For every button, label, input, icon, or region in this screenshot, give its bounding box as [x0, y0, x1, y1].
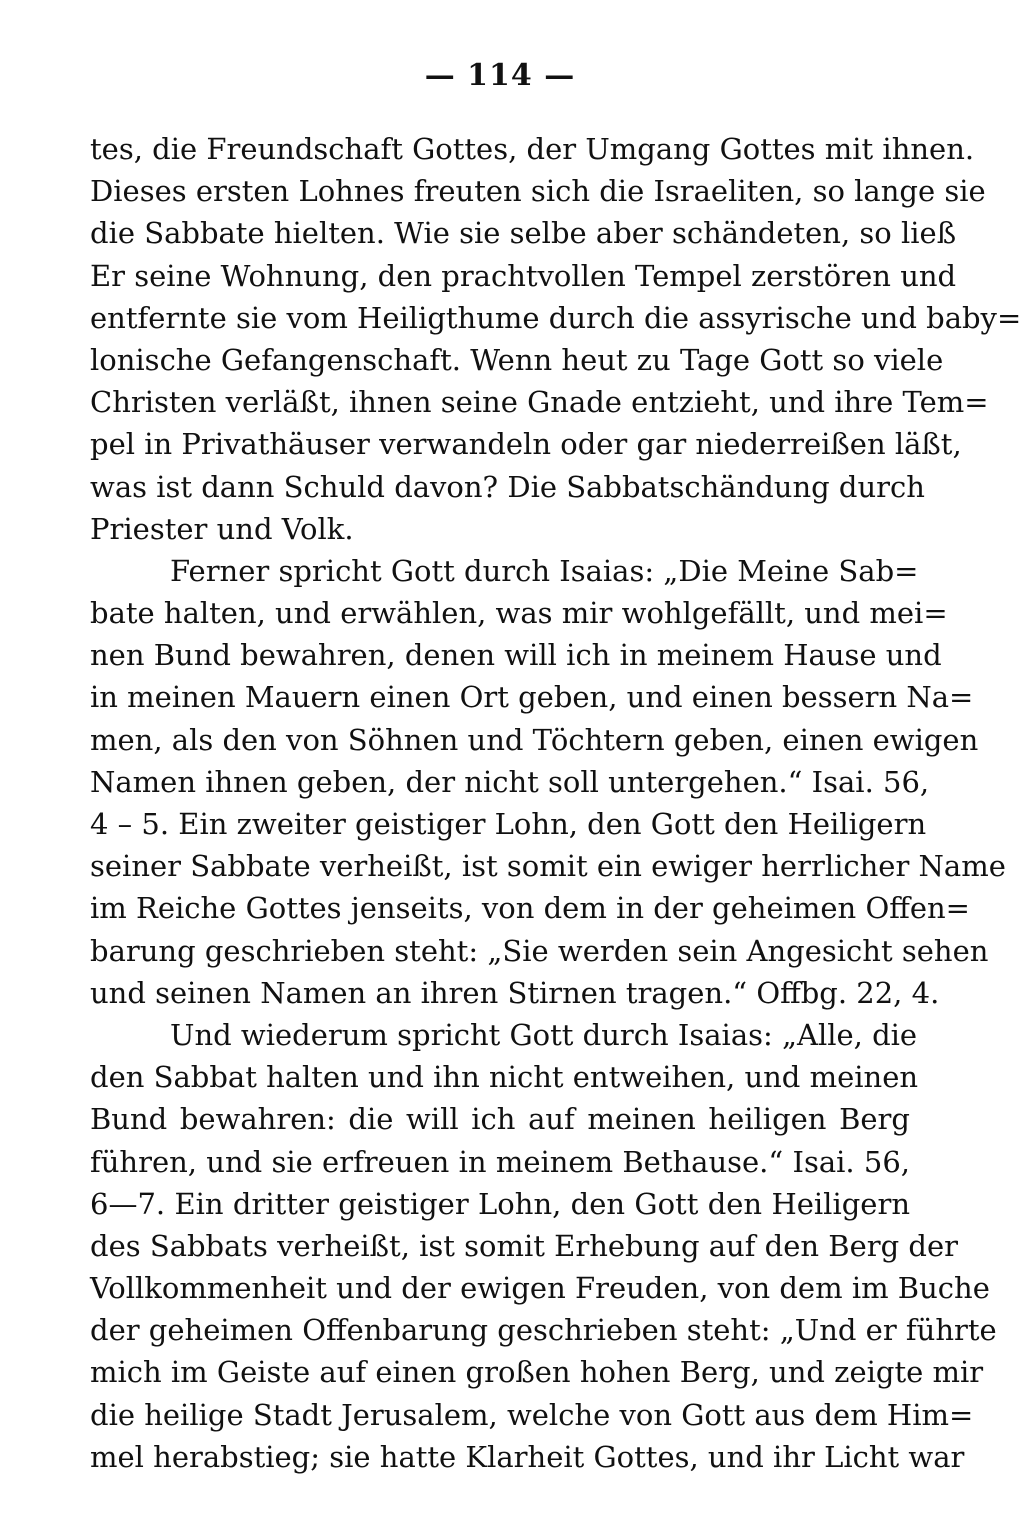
- text-line: die Sabbate hielten. Wie sie selbe aber schändeten, so ließ: [90, 216, 957, 251]
- text-line: 6—7. Ein dritter geistiger Lohn, den Gott den Heiligern: [90, 1186, 910, 1221]
- text-line: Vollkommenheit und der ewigen Freuden, von dem im Buche: [90, 1271, 990, 1306]
- text-line: in meinen Mauern einen Ort geben, und einen bessern Na=: [90, 680, 974, 715]
- text-line: seiner Sabbate verheißt, ist somit ein ewiger herrlicher Name: [90, 849, 1006, 884]
- body-text: [90, 128, 1021, 1478]
- text-line: Und wiederum spricht Gott durch Isaias: „Alle, die: [170, 1017, 918, 1052]
- text-line: führen, und sie erfreuen in meinem Bethause.“ Isai. 56,: [90, 1144, 910, 1179]
- text-line: Ferner spricht Gott durch Isaias: „Die Meine Sab=: [170, 553, 919, 588]
- text-line: die heilige Stadt Jerusalem, welche von Gott aus dem Him=: [90, 1397, 974, 1432]
- text-line: entfernte sie vom Heiligthume durch die assyrische und baby=: [90, 300, 1021, 335]
- text-line: Christen verläßt, ihnen seine Gnade entzieht, und ihre Tem=: [90, 385, 989, 420]
- text-line: mel herabstieg; sie hatte Klarheit Gottes, und ihr Licht war: [90, 1439, 965, 1474]
- text-line: Er seine Wohnung, den prachtvollen Tempel zerstören und: [90, 258, 957, 293]
- text-line: pel in Privathäuser verwandeln oder gar niederreißen läßt,: [90, 427, 962, 462]
- text-line: lonische Gefangenschaft. Wenn heut zu Tage Gott so viele: [90, 342, 944, 377]
- text-line: und seinen Namen an ihren Stirnen tragen.“ Offbg. 22, 4.: [90, 975, 940, 1010]
- text-line: bate halten, und erwählen, was mir wohlgefällt, und mei=: [90, 596, 948, 631]
- text-line: nen Bund bewahren, denen will ich in meinem Hause und: [90, 638, 942, 673]
- text-line: Namen ihnen geben, der nicht soll untergehen.“ Isai. 56,: [90, 764, 930, 799]
- text-line: was ist dann Schuld davon? Die Sabbatschändung durch: [90, 469, 925, 504]
- text-line: 4 – 5. Ein zweiter geistiger Lohn, den Gott den Heiligern: [90, 807, 927, 841]
- text-line: des Sabbats verheißt, ist somit Erhebung auf den Berg der: [90, 1228, 958, 1263]
- text-line: tes, die Freundschaft Gottes, der Umgang Gottes mit ihnen.: [90, 132, 975, 166]
- page-number: — 114 —: [424, 58, 576, 93]
- text-line: men, als den von Söhnen und Töchtern geben, einen ewigen: [90, 722, 979, 757]
- text-line: Bund bewahren: die will ich auf meinen heiligen Berg: [90, 1102, 910, 1137]
- text-line: Dieses ersten Lohnes freuten sich die Israeliten, so lange sie: [90, 174, 986, 209]
- text-line: der geheimen Offenbarung geschrieben steht: „Und er führte: [90, 1313, 997, 1348]
- text-line: den Sabbat halten und ihn nicht entweihen, und meinen: [90, 1060, 919, 1095]
- text-line: barung geschrieben steht: „Sie werden sein Angesicht sehen: [90, 933, 989, 968]
- text-line: im Reiche Gottes jenseits, von dem in der geheimen Offen=: [90, 891, 970, 926]
- text-line: Priester und Volk.: [90, 511, 354, 546]
- text-line: mich im Geiste auf einen großen hohen Berg, und zeigte mir: [90, 1355, 984, 1390]
